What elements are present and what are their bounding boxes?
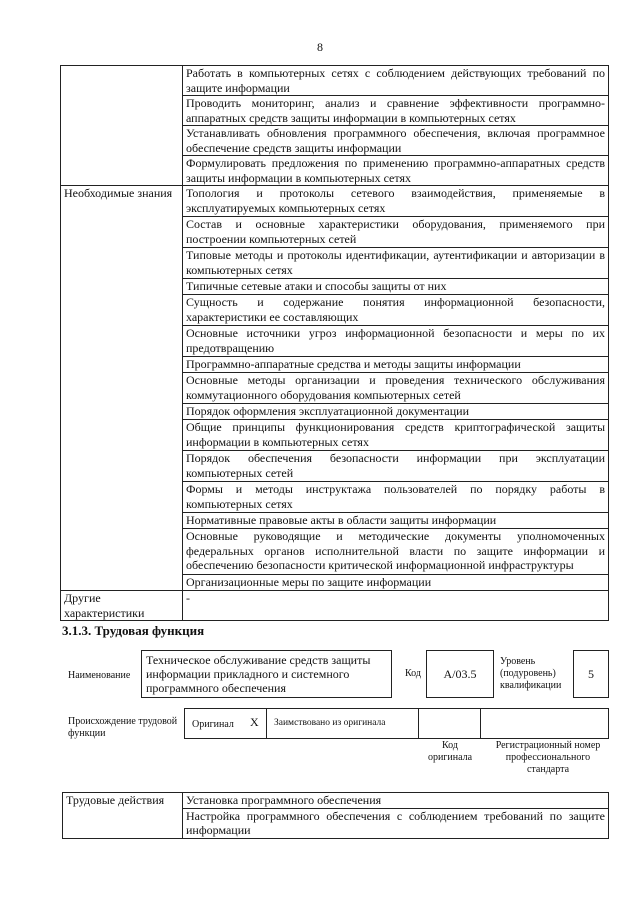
code-caption: Код оригинала	[427, 740, 473, 763]
actions-table	[62, 792, 609, 839]
knowledge-item: Основные методы организации и проведения технического обслуживания коммутационного оборудования компьютерных сетей	[183, 373, 609, 404]
reg-caption: Регистрационный номер профессионального стандарта	[495, 740, 601, 775]
original-mark: X	[250, 715, 259, 729]
actions-label: Трудовые действия	[63, 793, 183, 839]
knowledge-item: Общие принципы функционирования средств криптографической защиты информации в компьютерных сетях	[183, 420, 609, 451]
other-value: -	[183, 591, 609, 621]
knowledge-item: Состав и основные характеристики оборудования, применяемого при построении компьютерных сетей	[183, 217, 609, 248]
knowledge-item: Основные источники угроз информационной безопасности и меры по их предотвращению	[183, 326, 609, 357]
page-number: 8	[317, 40, 323, 54]
knowledge-item: Топология и протоколы сетевого взаимодействия, применяемые в эксплуатируемых компьютерных сетях	[183, 186, 609, 217]
skill-item: Работать в компьютерных сетях с соблюдением действующих требований по защите информации	[183, 66, 609, 96]
knowledge-item: Порядок оформления эксплуатационной документации	[183, 404, 609, 420]
code-box	[426, 650, 494, 698]
origin-divider	[266, 708, 267, 739]
level-label: Уровень (подуровень) квалификации	[500, 656, 562, 691]
level-value: 5	[588, 667, 594, 681]
function-name: Техническое обслуживание средств защиты информации прикладного и системного программного обеспечения	[146, 653, 371, 695]
knowledge-item: Нормативные правовые акты в области защиты информации	[183, 513, 609, 529]
skill-item: Устанавливать обновления программного обеспечения, включая программное обеспечение средств защиты информации	[183, 126, 609, 156]
code-value: А/03.5	[443, 667, 477, 681]
origin-divider	[480, 708, 481, 739]
knowledge-item: Типовые методы и протоколы идентификации, аутентификации и авторизации в компьютерных сетях	[183, 248, 609, 279]
knowledge-item: Типичные сетевые атаки и способы защиты от них	[183, 279, 609, 295]
knowledge-item: Программно-аппаратные средства и методы защиты информации	[183, 357, 609, 373]
knowledge-item: Организационные меры по защите информации	[183, 575, 609, 591]
original-label: Оригинал	[192, 719, 234, 730]
action-item: Установка программного обеспечения	[183, 793, 609, 809]
section-title: 3.1.3. Трудовая функция	[62, 623, 205, 638]
knowledge-item: Порядок обеспечения безопасности информации при эксплуатации компьютерных сетей	[183, 451, 609, 482]
other-label: Другие характеристики	[61, 591, 183, 621]
name-label: Наименование	[68, 670, 131, 681]
action-item: Настройка программного обеспечения с соблюдением требований по защите информации	[183, 808, 609, 838]
skills-label-cell	[61, 66, 183, 186]
code-label: Код	[405, 668, 421, 679]
origin-divider	[418, 708, 419, 739]
origin-box	[184, 708, 609, 739]
name-box	[141, 650, 392, 698]
skill-item: Формулировать предложения по применению программно-аппаратных средств защиты информации в компьютерных сетях	[183, 156, 609, 186]
knowledge-label: Необходимые знания	[61, 186, 183, 591]
level-box	[573, 650, 609, 698]
borrowed-label: Заимствовано из оригинала	[274, 718, 386, 728]
knowledge-item: Формы и методы инструктажа пользователей по порядку работы в компьютерных сетях	[183, 482, 609, 513]
knowledge-table	[60, 65, 609, 621]
knowledge-item: Основные руководящие и методические документы уполномоченных федеральных органов исполнительной власти по защите информации и обеспечению безопасности критической информационной инфраструктуры	[183, 529, 609, 575]
skill-item: Проводить мониторинг, анализ и сравнение эффективности программно-аппаратных средств защиты информации в компьютерных сетях	[183, 96, 609, 126]
knowledge-item: Сущность и содержание понятия информационной безопасности, характеристики ее составляющих	[183, 295, 609, 326]
origin-label: Происхождение трудовой функции	[68, 716, 178, 739]
